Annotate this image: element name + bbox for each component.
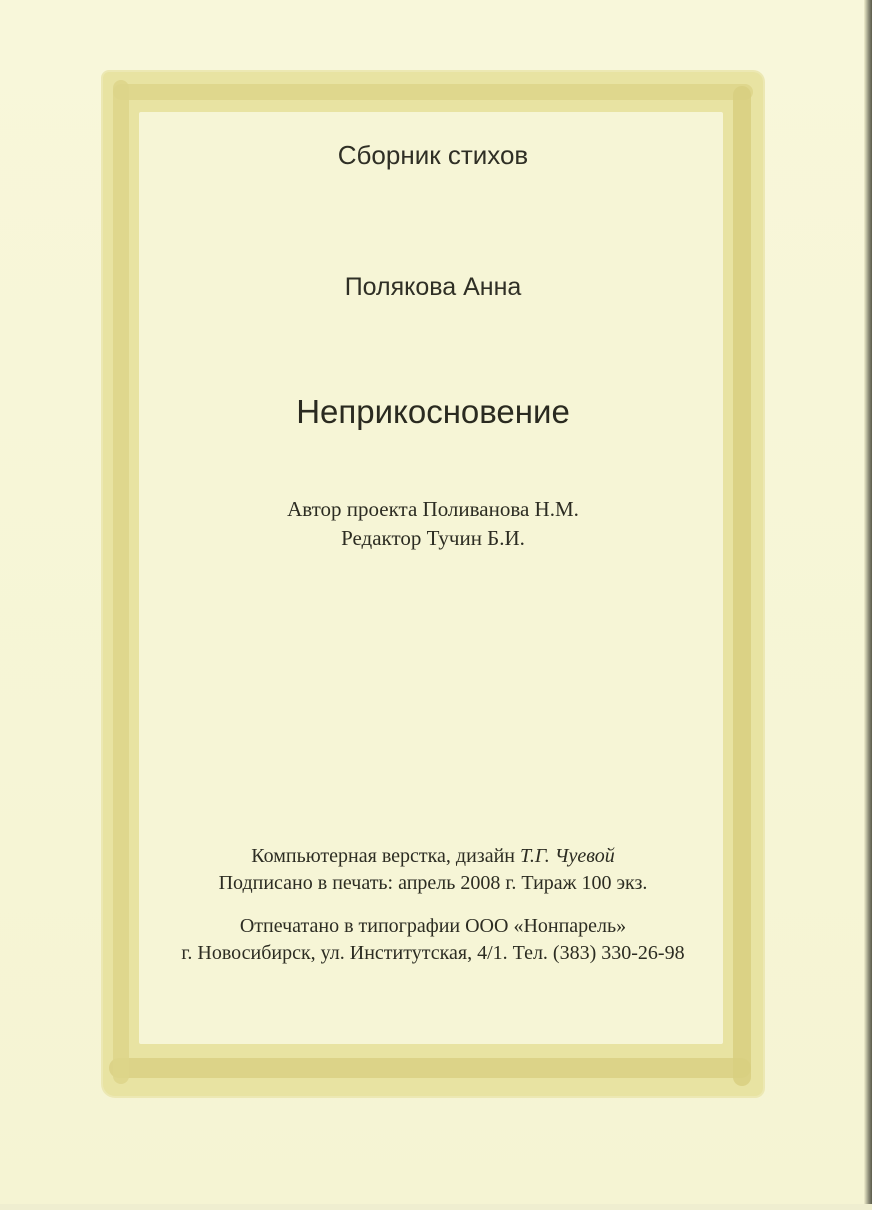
editor: Редактор Тучин Б.И. xyxy=(341,526,525,550)
frame-top-stroke xyxy=(113,84,753,100)
signed-to-print: Подписано в печать: апрель 2008 г. Тираж 100 экз. xyxy=(218,872,648,894)
address: г. Новосибирск, ул. Институтская, 4/1. Тел. (383) 330-26-98 xyxy=(181,942,685,964)
layout-credit xyxy=(103,843,763,870)
collection-label: Сборник стихов xyxy=(337,140,529,170)
printed-at: Отпечатано в типографии ООО «Нонпарель» xyxy=(239,915,627,937)
page-right-edge xyxy=(864,0,872,1210)
frame-bottom-stroke xyxy=(109,1058,751,1078)
credits xyxy=(103,495,763,553)
project-author: Автор проекта Поливанова Н.М. xyxy=(287,497,579,521)
layout-prefix: Компьютерная верстка, дизайн xyxy=(251,845,520,867)
layout-designer: Т.Г. Чуевой xyxy=(520,845,615,867)
book-title: Неприкосновение xyxy=(296,393,570,430)
page-bottom-edge xyxy=(0,1204,872,1210)
author-name: Полякова Анна xyxy=(344,273,522,301)
imprint xyxy=(103,843,763,967)
